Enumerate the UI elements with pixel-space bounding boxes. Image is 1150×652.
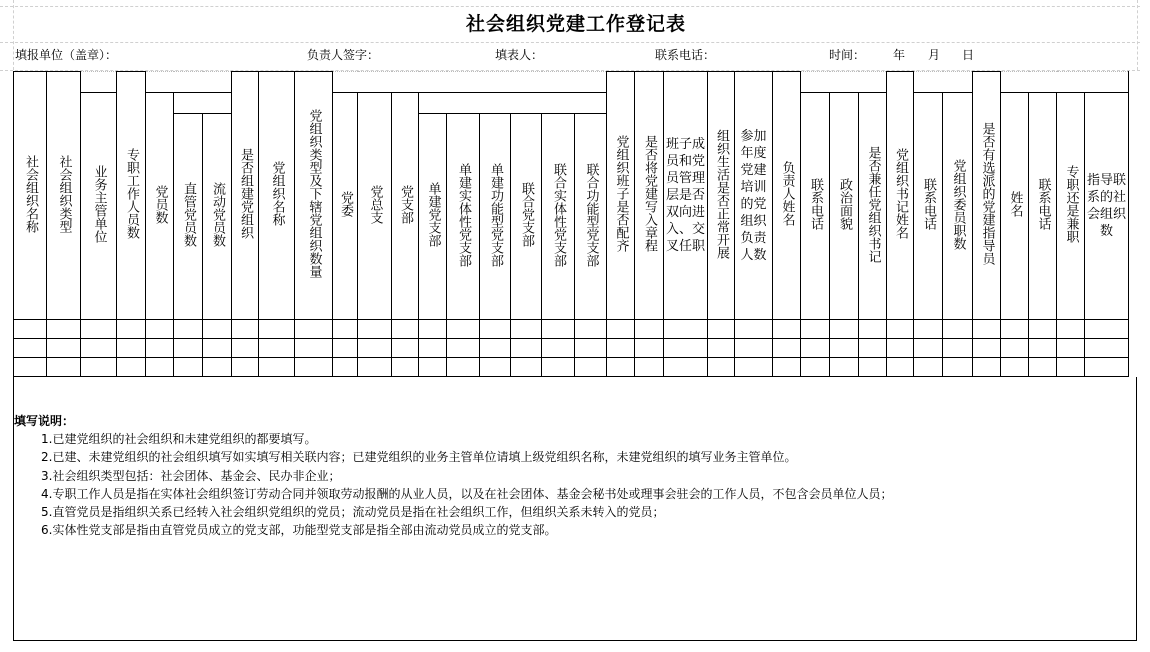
data-cell[interactable]	[511, 339, 542, 358]
unit-label: 填报单位（盖章）：	[15, 48, 118, 62]
header-instructor-name: 姓名	[1001, 93, 1029, 320]
header-political-status: 政治面貌	[830, 93, 859, 320]
data-cell[interactable]	[607, 320, 635, 339]
data-cell[interactable]	[607, 358, 635, 377]
header-org-name: 社会组织名称	[14, 72, 47, 320]
data-cell[interactable]	[887, 358, 914, 377]
data-cell[interactable]	[358, 339, 392, 358]
header-committee-count: 党组织委员职数	[943, 93, 973, 320]
data-cell[interactable]	[14, 320, 47, 339]
note-item: 4.专职工作人员是指在实体社会组织签订劳动合同并领取劳动报酬的从业人员，以及在社会团体、基金会秘书处或理事会驻会的工作人员，不包含会员单位人员；	[41, 486, 893, 501]
header-single-branch: 单建党支部	[419, 114, 447, 320]
data-cell[interactable]	[914, 358, 943, 377]
gridline	[0, 42, 1140, 43]
header-general-branch: 党总支	[358, 93, 392, 320]
month-label: 月	[928, 48, 941, 62]
header-single-functional-branch: 单建功能型党支部	[480, 114, 511, 320]
notes-list	[41, 430, 892, 540]
data-cell[interactable]	[859, 320, 887, 339]
data-cell[interactable]	[232, 320, 259, 339]
data-cell[interactable]	[295, 339, 333, 358]
data-cell[interactable]	[259, 339, 295, 358]
header-party-org-name: 党组织名称	[259, 72, 295, 320]
blank-cell	[333, 72, 607, 93]
header-instructor-orgs: 指导联系的社会组织数	[1085, 93, 1129, 320]
header-has-instructor: 是否有选派的党建指导员	[973, 72, 1001, 320]
data-cell[interactable]	[801, 320, 830, 339]
blank-cell	[81, 72, 117, 93]
data-cell[interactable]	[914, 320, 943, 339]
data-cell[interactable]	[232, 358, 259, 377]
data-cell[interactable]	[146, 358, 174, 377]
data-cell[interactable]	[830, 339, 859, 358]
data-cell[interactable]	[47, 320, 81, 339]
data-cell[interactable]	[973, 358, 1001, 377]
data-cell[interactable]	[664, 358, 708, 377]
data-cell[interactable]	[973, 320, 1001, 339]
data-cell[interactable]	[295, 320, 333, 339]
header-party-committee: 党委	[333, 93, 358, 320]
data-cell[interactable]	[333, 320, 358, 339]
header-single-entity-branch: 单建实体性党支部	[447, 114, 480, 320]
header-joint-branch: 联合党支部	[511, 114, 542, 320]
data-cell[interactable]	[480, 339, 511, 358]
data-cell[interactable]	[801, 339, 830, 358]
data-cell[interactable]	[887, 339, 914, 358]
blank-cell	[146, 72, 232, 93]
data-cell[interactable]	[203, 320, 232, 339]
table-row	[14, 339, 1129, 358]
time-label: 时间：	[829, 48, 866, 62]
blank-cell	[419, 93, 607, 114]
year-label: 年	[893, 48, 906, 62]
note-item: 3.社会组织类型包括：社会团体、基金会、民办非企业；	[41, 468, 341, 483]
blank-cell	[801, 72, 887, 93]
header-joint-functional-branch: 联合功能型党支部	[575, 114, 607, 320]
data-cell[interactable]	[47, 358, 81, 377]
header-direct-members: 直管党员数	[174, 114, 203, 320]
data-cell[interactable]	[511, 320, 542, 339]
data-cell[interactable]	[203, 339, 232, 358]
data-cell[interactable]	[708, 320, 735, 339]
header-fulltime-staff: 专职工作人员数	[117, 72, 146, 320]
day-label: 日	[962, 48, 975, 62]
data-cell[interactable]	[333, 339, 358, 358]
data-cell[interactable]	[943, 358, 973, 377]
data-cell[interactable]	[81, 358, 117, 377]
data-cell[interactable]	[117, 320, 146, 339]
data-cell[interactable]	[419, 358, 447, 377]
data-cell[interactable]	[392, 358, 419, 377]
data-cell[interactable]	[1001, 358, 1029, 377]
data-cell[interactable]	[447, 339, 480, 358]
header-joint-entity-branch: 联合实体性党支部	[542, 114, 575, 320]
data-cell[interactable]	[259, 358, 295, 377]
data-cell[interactable]	[635, 320, 664, 339]
data-cell[interactable]	[117, 339, 146, 358]
data-cell[interactable]	[773, 339, 801, 358]
data-cell[interactable]	[735, 358, 773, 377]
data-cell[interactable]	[1057, 339, 1085, 358]
header-org-type: 社会组织类型	[47, 72, 81, 320]
data-cell[interactable]	[358, 358, 392, 377]
data-cell[interactable]	[174, 339, 203, 358]
header-secretary-name: 党组织书记姓名	[887, 72, 914, 320]
header-org-life: 组织生活是否正常开展	[708, 72, 735, 320]
header-leader-phone: 联系电话	[801, 93, 830, 320]
data-cell[interactable]	[635, 358, 664, 377]
data-cell[interactable]	[830, 320, 859, 339]
data-cell[interactable]	[1057, 320, 1085, 339]
leader-sign-label: 负责人签字：	[307, 48, 380, 62]
data-cell[interactable]	[295, 358, 333, 377]
blank-cell	[174, 93, 232, 114]
notes-title: 填写说明：	[14, 414, 75, 428]
header-branch: 党支部	[392, 93, 419, 320]
data-cell[interactable]	[14, 339, 47, 358]
data-cell[interactable]	[1085, 358, 1129, 377]
data-cell[interactable]	[1001, 339, 1029, 358]
data-cell[interactable]	[81, 320, 117, 339]
page-title: 社会组织党建工作登记表	[465, 12, 686, 35]
note-item: 1.已建党组织的社会组织和未建党组织的都要填写。	[41, 432, 317, 446]
data-cell[interactable]	[943, 320, 973, 339]
data-cell[interactable]	[447, 358, 480, 377]
data-cell[interactable]	[542, 358, 575, 377]
phone-label: 联系电话：	[655, 48, 716, 62]
table-row	[14, 320, 1129, 339]
data-cell[interactable]	[146, 320, 174, 339]
header-cross-appoint: 班子成员和党员管理层是否双向进入、交叉任职	[664, 72, 708, 320]
data-cell[interactable]	[14, 358, 47, 377]
blank-cell	[914, 72, 973, 93]
header-charter: 是否将党建写入章程	[635, 72, 664, 320]
filler-label: 填表人：	[495, 48, 544, 62]
data-cell[interactable]	[542, 320, 575, 339]
data-cell[interactable]	[830, 358, 859, 377]
header-supervisor: 业务主管单位	[81, 93, 117, 320]
data-cell[interactable]	[708, 339, 735, 358]
data-cell[interactable]	[117, 358, 146, 377]
data-cell[interactable]	[1085, 320, 1129, 339]
note-item: 6.实体性党支部是指由直管党员成立的党支部，功能型党支部是指全部由流动党员成立的党支部。	[41, 523, 557, 538]
table-row	[14, 358, 1129, 377]
data-cell[interactable]	[419, 339, 447, 358]
header-has-party-org: 是否组建党组织	[232, 72, 259, 320]
note-item: 2.已建、未建党组织的社会组织填写如实填写相关联内容；已建党组织的业务主管单位请填上级党组织名称，未建党组织的填写业务主管单位。	[41, 450, 797, 465]
data-cell[interactable]	[664, 339, 708, 358]
data-cell[interactable]	[708, 358, 735, 377]
data-cell[interactable]	[542, 339, 575, 358]
note-item: 5.直管党员是指组织关系已经转入社会组织党组织的党员；流动党员是指在社会组织工作，但组织关系未转入的党员；	[41, 505, 665, 520]
data-cell[interactable]	[333, 358, 358, 377]
header-team-complete: 党组织班子是否配齐	[607, 72, 635, 320]
data-cell[interactable]	[232, 339, 259, 358]
data-cell[interactable]	[174, 320, 203, 339]
data-cell[interactable]	[575, 339, 607, 358]
header-leader-name: 负责人姓名	[773, 72, 801, 320]
data-cell[interactable]	[914, 339, 943, 358]
data-cell[interactable]	[773, 320, 801, 339]
header-instructor-fulltime: 专职还是兼职	[1057, 93, 1085, 320]
header-party-org-type: 党组织类型及下辖党组织数量	[295, 72, 333, 320]
data-cell[interactable]	[81, 339, 117, 358]
header-concurrent-secretary: 是否兼任党组织书记	[859, 93, 887, 320]
data-cell[interactable]	[735, 339, 773, 358]
data-cell[interactable]	[801, 358, 830, 377]
data-cell[interactable]	[358, 320, 392, 339]
data-cell[interactable]	[174, 358, 203, 377]
data-cell[interactable]	[146, 339, 174, 358]
data-cell[interactable]	[575, 320, 607, 339]
data-cell[interactable]	[635, 339, 664, 358]
data-cell[interactable]	[607, 339, 635, 358]
data-cell[interactable]	[480, 358, 511, 377]
data-cell[interactable]	[447, 320, 480, 339]
data-cell[interactable]	[1057, 358, 1085, 377]
data-cell[interactable]	[943, 339, 973, 358]
data-cell[interactable]	[259, 320, 295, 339]
data-cell[interactable]	[773, 358, 801, 377]
header-members-count: 党员数	[146, 93, 174, 320]
data-cell[interactable]	[1029, 339, 1057, 358]
data-cell[interactable]	[973, 339, 1001, 358]
registration-table	[13, 71, 1129, 377]
header-secretary-phone: 联系电话	[914, 93, 943, 320]
data-cell[interactable]	[1085, 339, 1129, 358]
header-instructor-phone: 联系电话	[1029, 93, 1057, 320]
data-cell[interactable]	[859, 358, 887, 377]
data-cell[interactable]	[419, 320, 447, 339]
data-cell[interactable]	[887, 320, 914, 339]
data-cell[interactable]	[664, 320, 708, 339]
data-cell[interactable]	[392, 320, 419, 339]
data-cell[interactable]	[203, 358, 232, 377]
data-cell[interactable]	[859, 339, 887, 358]
data-cell[interactable]	[511, 358, 542, 377]
blank-cell	[1001, 72, 1129, 93]
data-cell[interactable]	[480, 320, 511, 339]
data-cell[interactable]	[1029, 358, 1057, 377]
data-cell[interactable]	[575, 358, 607, 377]
data-cell[interactable]	[392, 339, 419, 358]
header-training-count: 参加年度党建培训的党组织负责人数	[735, 72, 773, 320]
data-cell[interactable]	[1029, 320, 1057, 339]
data-cell[interactable]	[47, 339, 81, 358]
data-cell[interactable]	[735, 320, 773, 339]
header-floating-members: 流动党员数	[203, 114, 232, 320]
data-cell[interactable]	[1001, 320, 1029, 339]
